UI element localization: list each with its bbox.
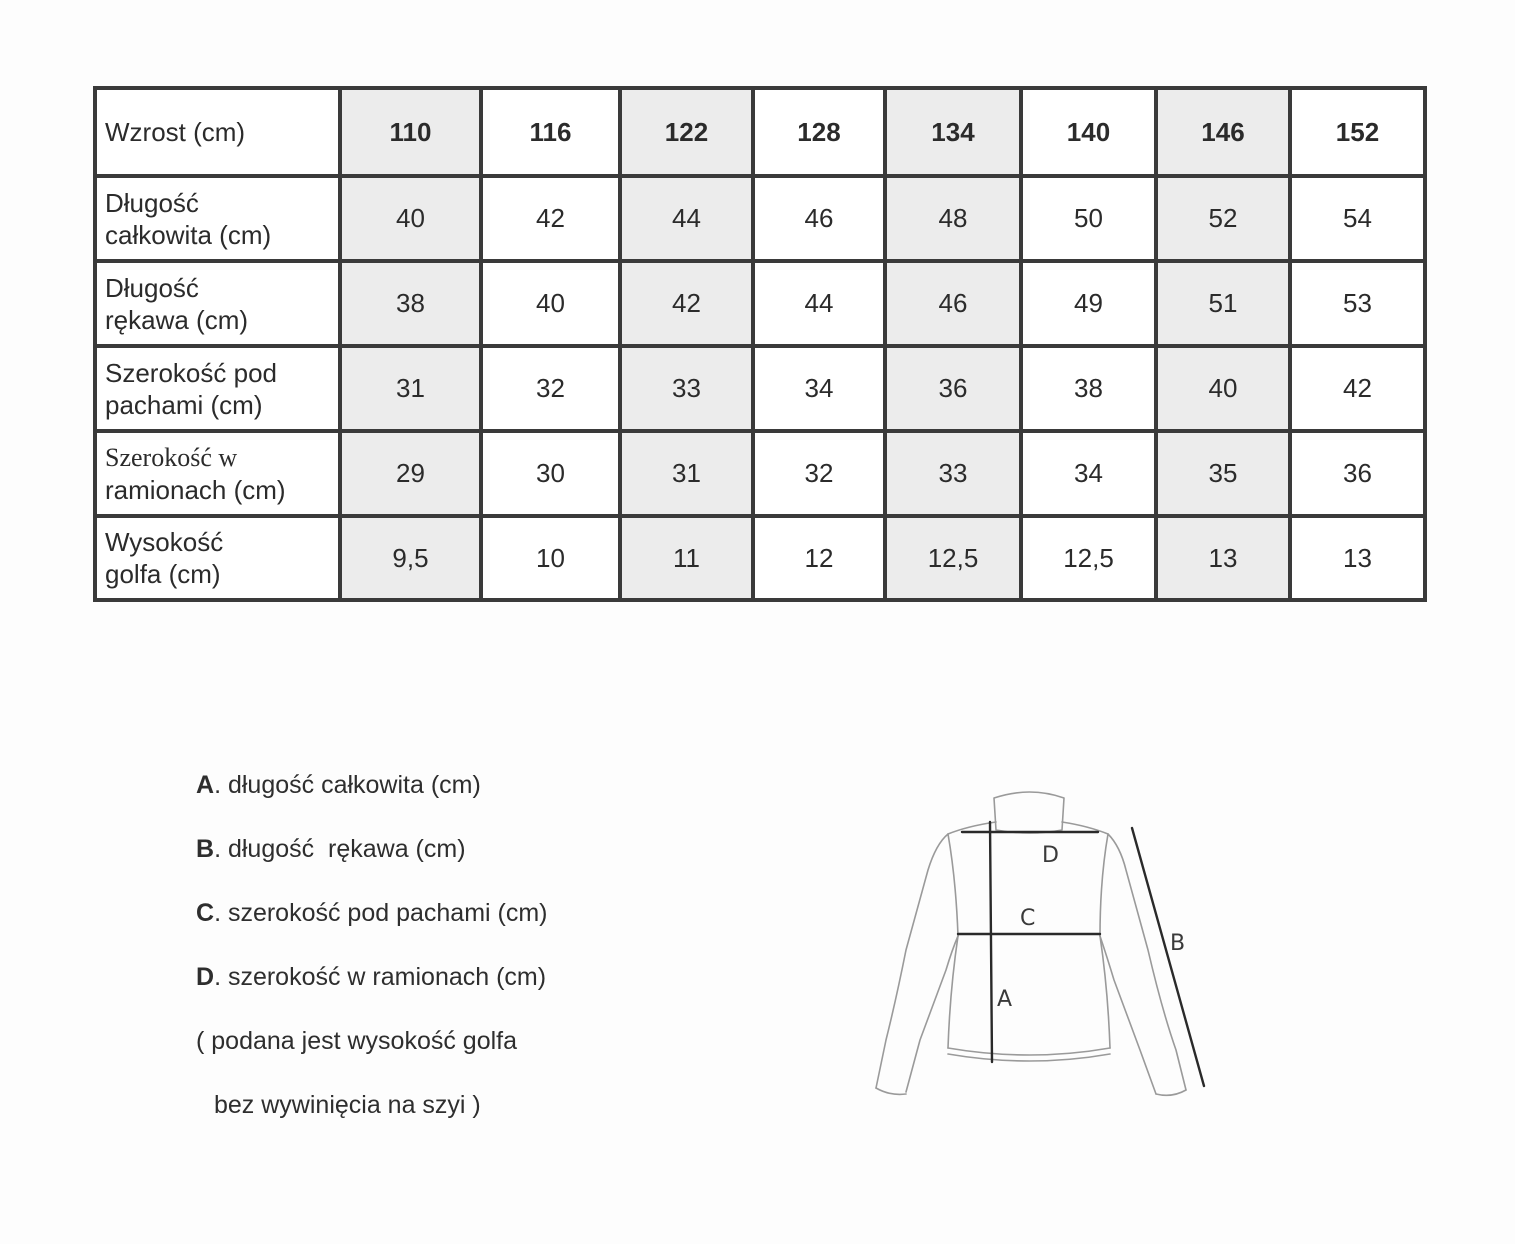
legend-item — [196, 892, 548, 956]
legend-text: . szerokość pod pachami (cm) — [214, 899, 548, 927]
sweater-outline — [876, 792, 1186, 1095]
table-row — [95, 516, 1425, 600]
row-label-line: Szerokość pod — [105, 357, 277, 388]
legend-item — [196, 828, 548, 892]
table-cell: 40 — [340, 176, 481, 261]
row-label — [95, 516, 340, 600]
table-cell: 44 — [620, 176, 753, 261]
table-cell: 31 — [620, 431, 753, 516]
row-label-line: całkowita (cm) — [105, 219, 272, 250]
header-label: Wzrost (cm) — [95, 88, 340, 176]
row-label-line: ramionach (cm) — [105, 475, 286, 505]
table-cell: 10 — [481, 516, 620, 600]
left-sleeve-outer — [876, 834, 948, 1088]
body-left-side — [948, 936, 958, 1048]
right-armhole — [1100, 834, 1108, 936]
table-cell: 40 — [1156, 346, 1290, 431]
legend-item — [196, 764, 548, 828]
table-cell: 46 — [885, 261, 1021, 346]
header-cell: 146 — [1156, 88, 1290, 176]
legend-text: . szerokość w ramionach (cm) — [214, 963, 547, 991]
row-label — [95, 176, 340, 261]
table-cell: 33 — [885, 431, 1021, 516]
table-cell: 46 — [753, 176, 885, 261]
table-cell: 9,5 — [340, 516, 481, 600]
hem-top — [948, 1048, 1110, 1055]
table-cell: 12 — [753, 516, 885, 600]
header-cell: 134 — [885, 88, 1021, 176]
header-cell: 116 — [481, 88, 620, 176]
legend-letter: B — [196, 835, 215, 863]
measurement-legend — [196, 764, 548, 1148]
table-cell: 34 — [753, 346, 885, 431]
legend-note: ( podana jest wysokość golfa — [196, 1027, 518, 1055]
legend-note: bez wywinięcia na szyi ) — [214, 1091, 481, 1119]
table-cell: 13 — [1290, 516, 1425, 600]
table-cell: 48 — [885, 176, 1021, 261]
table-cell: 44 — [753, 261, 885, 346]
legend-item — [196, 956, 548, 1020]
table-cell: 35 — [1156, 431, 1290, 516]
row-label — [95, 261, 340, 346]
table-cell: 38 — [340, 261, 481, 346]
legend-text: . długość całkowita (cm) — [214, 771, 481, 799]
table-cell: 42 — [481, 176, 620, 261]
row-label-line: Wysokość — [105, 527, 224, 557]
row-label-line: Szerokość w — [105, 443, 238, 472]
table-cell: 31 — [340, 346, 481, 431]
right-cuff — [1156, 1090, 1186, 1095]
table-cell: 36 — [885, 346, 1021, 431]
table-header-row — [95, 88, 1425, 176]
table-cell: 11 — [620, 516, 753, 600]
measure-line-a — [990, 822, 992, 1062]
row-label-line: pachami (cm) — [105, 389, 263, 420]
table-cell: 30 — [481, 431, 620, 516]
table-cell: 52 — [1156, 176, 1290, 261]
left-cuff — [876, 1088, 906, 1094]
header-cell: 140 — [1021, 88, 1156, 176]
table-row — [95, 261, 1425, 346]
measure-line-b — [1132, 828, 1204, 1086]
left-armhole — [948, 834, 958, 936]
table-cell: 51 — [1156, 261, 1290, 346]
table-cell: 49 — [1021, 261, 1156, 346]
table-cell: 32 — [753, 431, 885, 516]
row-label — [95, 346, 340, 431]
table-row — [95, 176, 1425, 261]
legend-letter: C — [196, 899, 215, 927]
right-sleeve-outer — [1108, 834, 1186, 1090]
table-cell: 53 — [1290, 261, 1425, 346]
label-d: D — [1042, 843, 1059, 868]
size-chart-table — [93, 86, 1427, 602]
sweater-diagram — [860, 780, 1220, 1120]
table-cell: 54 — [1290, 176, 1425, 261]
table-cell: 50 — [1021, 176, 1156, 261]
row-label-line: Długość — [105, 187, 199, 218]
label-a: A — [997, 987, 1013, 1012]
table-row — [95, 431, 1425, 516]
table-row — [95, 346, 1425, 431]
table-cell: 29 — [340, 431, 481, 516]
table-cell: 42 — [620, 261, 753, 346]
table-cell: 12,5 — [1021, 516, 1156, 600]
label-c: C — [1020, 906, 1036, 931]
table-cell: 32 — [481, 346, 620, 431]
table-cell: 36 — [1290, 431, 1425, 516]
header-cell: 152 — [1290, 88, 1425, 176]
table-cell: 38 — [1021, 346, 1156, 431]
table-cell: 13 — [1156, 516, 1290, 600]
table-cell: 34 — [1021, 431, 1156, 516]
table-cell: 40 — [481, 261, 620, 346]
legend-letter: A — [196, 771, 215, 799]
header-cell: 122 — [620, 88, 753, 176]
collar-shape — [994, 792, 1064, 833]
table-cell: 42 — [1290, 346, 1425, 431]
row-label-line: rękawa (cm) — [105, 304, 249, 335]
legend-text: . długość rękawa (cm) — [214, 835, 466, 863]
row-label-line: Długość — [105, 272, 199, 303]
label-b: B — [1170, 931, 1186, 956]
row-label — [95, 431, 340, 516]
table-cell: 33 — [620, 346, 753, 431]
header-cell: 110 — [340, 88, 481, 176]
row-label-line: golfa (cm) — [105, 559, 221, 589]
header-cell: 128 — [753, 88, 885, 176]
table-cell: 12,5 — [885, 516, 1021, 600]
legend-letter: D — [196, 963, 215, 991]
measurement-lines — [958, 822, 1204, 1086]
